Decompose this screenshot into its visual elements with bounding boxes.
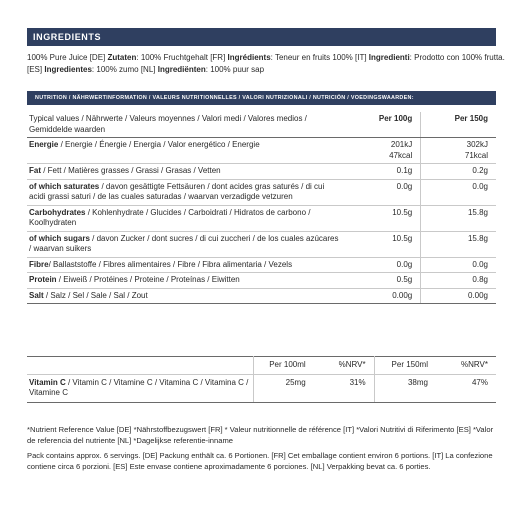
- nutrition-header-per150: Per 150g: [421, 112, 496, 138]
- nutrition-table: [27, 112, 496, 304]
- nutrition-row-rest: / Energie / Énergie / Energia / Valor energético / Energie: [58, 140, 260, 149]
- vitamin-row: [27, 374, 496, 402]
- footnote-nrv: *Nutrient Reference Value [DE] *Nährstoffbezugswert [FR] * Valeur nutritionnelle de référence [IT] *Valori Nutritivi di Riferimento [ES] *Valor de referencia del nutriente [NL] *Dagelijkse referentie-inname: [27, 425, 494, 445]
- nutrition-row-bold: of which sugars: [29, 233, 90, 243]
- vitamin-header-nrv100: %NRV*: [314, 357, 374, 375]
- ingredients-label: Zutaten: [107, 53, 137, 62]
- vitamin-row-nrv100: 31%: [314, 374, 374, 402]
- nutrition-row-rest: / Fett / Matières grasses / Grassi / Grasas / Vetten: [41, 166, 221, 175]
- nutrition-row-per150: [421, 179, 496, 205]
- ingredients-label: Ingrediënten: [157, 64, 206, 74]
- nutrition-row: [27, 205, 496, 231]
- nutrition-row-per100-line: 0.0g: [396, 181, 413, 191]
- footnotes: [27, 424, 496, 472]
- nutrition-row: [27, 231, 496, 257]
- ingredients-text-part: : 100% Fruchtgehalt [FR]: [136, 53, 228, 62]
- ingredients-label: Ingredienti: [368, 53, 410, 62]
- nutrition-row-per150: [421, 205, 496, 231]
- nutrition-row-bold: Fat: [29, 166, 41, 175]
- ingredients-label: Ingrédients: [227, 53, 271, 62]
- nutrition-row-per150-line: 15.8g: [467, 233, 488, 243]
- nutrition-row-per100: [342, 257, 421, 273]
- vitamin-header-nrv150: %NRV*: [436, 357, 496, 375]
- nutrition-row-bold: Protein: [29, 275, 57, 284]
- nutrition-header-row: [27, 112, 496, 138]
- vitamin-row-per100: 25mg: [254, 374, 314, 402]
- nutrition-row-rest: / davon gesättigte Fettsäuren / dont acides gras saturés / di cui acidi grassi saturi / de las cuales saturadas / waarvan verzadigde vetzuren: [29, 181, 325, 201]
- nutrition-row-label: [27, 288, 342, 304]
- nutrition-row-per100-line: 47kcal: [389, 150, 413, 160]
- nutrition-row: [27, 138, 496, 164]
- nutrition-row-bold: Carbohydrates: [29, 207, 86, 217]
- nutrition-row-rest: / Eiweiß / Protéines / Proteine / Proteínas / Eiwitten: [56, 275, 240, 284]
- nutrition-row-per150-line: 15.8g: [467, 207, 488, 217]
- nutrition-row-per150: [421, 257, 496, 273]
- ingredients-text-part: : 100% zumo [NL]: [91, 64, 158, 74]
- nutrition-row-label: [27, 164, 342, 180]
- vitamin-header-blank: [27, 357, 254, 375]
- vitamin-header-per100: Per 100ml: [254, 357, 314, 375]
- nutrition-row-rest: / Salz / Sel / Sale / Sal / Zout: [43, 290, 148, 300]
- nutrition-row: [27, 288, 496, 304]
- ingredients-line-2: [27, 64, 496, 76]
- ingredients-line-1: [27, 52, 505, 64]
- nutrition-header-label: Typical values / Nährwerte / Valeurs moyennes / Valori medi / Valores medios / Gemiddelde waarden: [27, 112, 342, 138]
- nutrition-row-per100: [342, 205, 421, 231]
- nutrition-row-per100-line: 10.5g: [392, 207, 413, 217]
- ingredients-label: Ingredientes: [44, 64, 92, 74]
- nutrition-row-bold: Salt: [29, 290, 44, 300]
- vitamin-table: [27, 356, 496, 403]
- nutrition-row-per100-line: 0.0g: [396, 259, 413, 269]
- vitamin-row-per150: 38mg: [374, 374, 436, 402]
- ingredients-text-part: 100% Pure Juice [DE]: [27, 53, 108, 62]
- ingredients-heading: INGREDIENTS: [27, 28, 496, 46]
- ingredients-text-part: : Teneur en fruits 100% [IT]: [270, 53, 369, 62]
- nutrition-row-per150-line: 0.00g: [467, 290, 488, 300]
- nutrition-row-per100-line: 0.5g: [396, 275, 413, 284]
- nutrition-row: [27, 273, 496, 289]
- nutrition-row-label: [27, 179, 342, 205]
- nutrition-row: [27, 257, 496, 273]
- footnote-servings: Pack contains approx. 6 servings. [DE] Packung enthält ca. 6 Portionen. [FR] Cet emballage contient environ 6 portions. [IT] La confezione contiene circa 6 porzioni. [ES] Este envase contiene aproximadamente 6 porciones. [NL] Verpakking bevat ca. 6 porties.: [27, 451, 493, 471]
- nutrition-row-per150-line: 0.0g: [472, 181, 488, 191]
- nutrition-row-per100-line: 0.1g: [396, 166, 413, 175]
- nutrition-heading: NUTRITION / NÄHRWERTINFORMATION / VALEURS NUTRITIONNELLES / VALORI NUTRIZIONALI / NUTRICIÓN / VOEDINGSWAARDEN:: [27, 91, 496, 105]
- nutrition-row-per100: [342, 179, 421, 205]
- nutrition-row-label: [27, 273, 342, 289]
- vitamin-row-label: [27, 374, 254, 402]
- nutrition-row: [27, 179, 496, 205]
- ingredients-text: [27, 52, 505, 75]
- nutrition-row-per150: [421, 164, 496, 180]
- vitamin-row-rest: / Vitamin C / Vitamine C / Vitamina C / Vitamina C / Vitamine C: [29, 377, 249, 397]
- nutrition-row-bold: Energie: [29, 140, 59, 149]
- nutrition-row-per150: [421, 231, 496, 257]
- nutrition-row-label: [27, 231, 342, 257]
- nutrition-row-rest: / davon Zucker / dont sucres / di cui zuccheri / de los cuales azúcares / waarvan suikers: [29, 233, 339, 253]
- vitamin-header-row: [27, 357, 496, 375]
- nutrition-row-per150-line: 0.0g: [472, 259, 488, 269]
- nutrition-row-per100-line: 201kJ: [390, 140, 413, 149]
- vitamin-header-per150: Per 150ml: [374, 357, 436, 375]
- nutrition-row: [27, 164, 496, 180]
- nutrition-row-per100: [342, 288, 421, 304]
- nutrition-row-per150-line: 302kJ: [466, 140, 488, 149]
- nutrition-row-rest: / Kohlenhydrate / Glucides / Carboidrati / Hidratos de carbono / Koolhydraten: [29, 207, 311, 227]
- nutrition-row-per150: [421, 288, 496, 304]
- nutrition-row-per100: [342, 138, 421, 164]
- vitamin-row-bold: Vitamin C: [29, 377, 66, 387]
- nutrition-row-per100-line: 0.00g: [392, 290, 413, 300]
- ingredients-text-part: [ES]: [27, 64, 45, 74]
- nutrition-row-per100: [342, 164, 421, 180]
- vitamin-row-nrv150: 47%: [436, 374, 496, 402]
- nutrition-row-bold: of which saturates: [29, 181, 100, 191]
- nutrition-row-bold: Fibre: [29, 259, 49, 269]
- nutrition-row-label: [27, 138, 342, 164]
- nutrition-row-per150-line: 0.8g: [472, 275, 488, 284]
- nutrition-row-per100: [342, 231, 421, 257]
- nutrition-row-per150: [421, 138, 496, 164]
- nutrition-row-label: [27, 257, 342, 273]
- ingredients-text-part: : Prodotto con 100% frutta.: [409, 53, 505, 62]
- nutrition-row-per150: [421, 273, 496, 289]
- ingredients-text-part: : 100% puur sap: [205, 64, 265, 74]
- nutrition-row-label: [27, 205, 342, 231]
- nutrition-row-per150-line: 71kcal: [464, 150, 488, 160]
- nutrition-row-per100: [342, 273, 421, 289]
- nutrition-header-per100: Per 100g: [342, 112, 421, 138]
- nutrition-row-per150-line: 0.2g: [472, 166, 488, 175]
- nutrition-row-rest: / Ballaststoffe / Fibres alimentaires / Fibre / Fibra alimentaria / Vezels: [48, 259, 293, 269]
- nutrition-row-per100-line: 10.5g: [392, 233, 413, 243]
